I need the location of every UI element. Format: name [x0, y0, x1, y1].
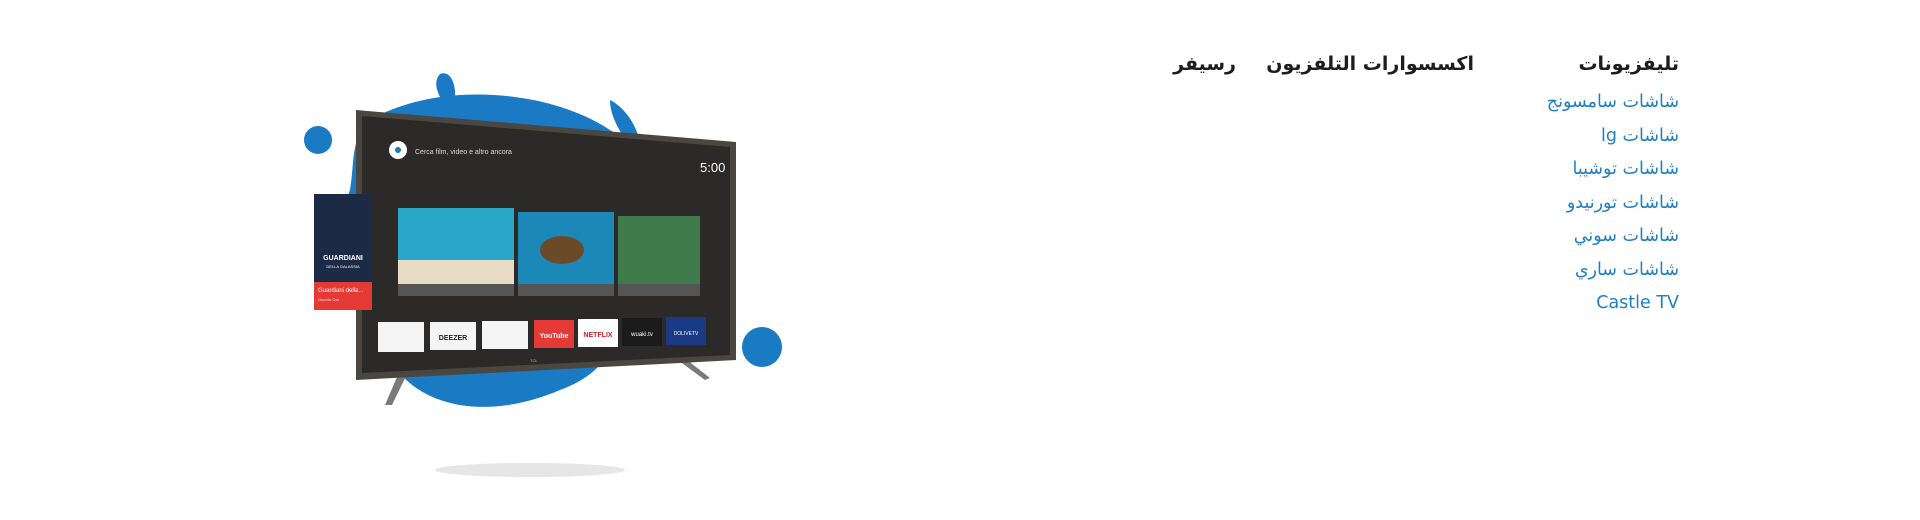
svg-text:NETFLIX: NETFLIX: [583, 332, 613, 339]
svg-text:DOLIVETV: DOLIVETV: [673, 331, 699, 337]
menu-item-lg[interactable]: شاشات lg: [1600, 125, 1679, 146]
menu-heading-receiver[interactable]: رسيفر: [1173, 53, 1236, 75]
svg-text:DELLA GALASSIA: DELLA GALASSIA: [326, 264, 360, 269]
menu-item-tornado[interactable]: شاشات تورنيدو: [1566, 192, 1679, 213]
svg-text:Guardiani della...: Guardiani della...: [318, 288, 364, 294]
menu-column-receiver: [1076, 54, 1236, 86]
tv-brand: TCL: [530, 358, 538, 363]
search-hint: Cerca film, video e altro ancora: [415, 149, 512, 156]
menu-item-sony[interactable]: شاشات سوني: [1573, 226, 1679, 246]
menu-item-samsung[interactable]: شاشات سامسونج: [1546, 92, 1679, 112]
menu-column-tvs: [1459, 54, 1679, 321]
clock: 5:00: [700, 160, 726, 175]
menu-column-accessories: [1254, 54, 1474, 86]
svg-text:Guarda Ora: Guarda Ora: [318, 297, 340, 302]
svg-text:YouTube: YouTube: [539, 333, 569, 340]
menu-item-toshiba[interactable]: شاشات توشيبا: [1572, 159, 1679, 179]
menu-heading-accessories[interactable]: اكسسوارات التلفزيون: [1266, 53, 1474, 75]
menu-item-sary[interactable]: شاشات ساري: [1574, 259, 1679, 280]
menu-heading-tvs[interactable]: تليفزيونات: [1578, 53, 1679, 75]
svg-text:wuaki.tv: wuaki.tv: [631, 332, 653, 338]
svg-text:GUARDIANI: GUARDIANI: [323, 255, 363, 262]
menu-item-castle-tv[interactable]: Castle TV: [1596, 293, 1679, 313]
svg-text:DEEZER: DEEZER: [438, 335, 468, 342]
tv-brand-list: [1459, 86, 1679, 321]
